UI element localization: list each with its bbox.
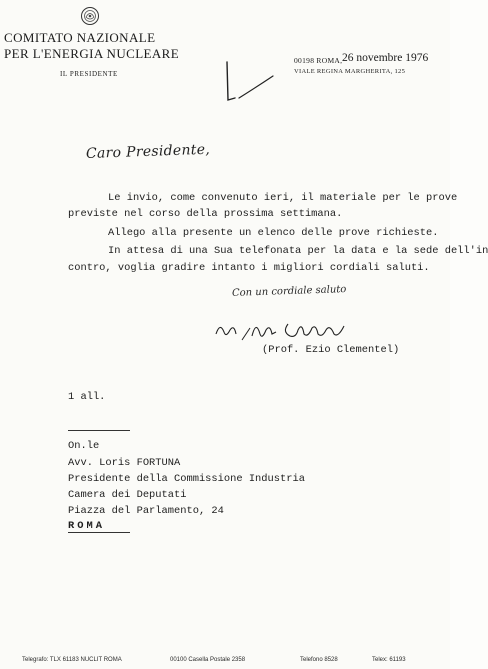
address-city: 00198 ROMA, (294, 56, 343, 65)
body-line-4: In attesa di una Sua telefonata per la data e la sede dell'in (108, 245, 488, 257)
address-street: VIALE REGINA MARGHERITA, 125 (294, 68, 406, 75)
president-label: IL PRESIDENTE (60, 70, 118, 78)
typed-signatory: (Prof. Ezio Clementel) (262, 344, 400, 356)
handwritten-check-mark (215, 60, 275, 110)
letter-date: 26 novembre 1976 (342, 52, 429, 64)
addressee-role: Presidente della Commissione Industria (68, 473, 305, 485)
org-name-line1: COMITATO NAZIONALE (4, 30, 156, 45)
addressee-institution: Camera dei Deputati (68, 489, 187, 501)
footer-telegrafo: Telegrafo: TLX 61183 NUCLIT ROMA (22, 657, 122, 663)
body-line-5: contro, voglia gradire intanto i migliori cordiali saluti. (68, 262, 430, 274)
handwritten-closing: Con un cordiale saluto (231, 284, 347, 299)
body-line-3: Allego alla presente un elenco delle prove richieste. (108, 227, 439, 239)
salutation: Caro Presidente, (85, 141, 211, 162)
addressee-name: Avv. Loris FORTUNA (68, 457, 181, 469)
handwritten-signature (212, 312, 352, 346)
addressee-title: On.le (68, 440, 100, 452)
footer-telefono: Telefono 8528 (300, 657, 338, 663)
footer-casella: 00100 Casella Postale 2358 (170, 657, 246, 663)
crest-emblem-icon (80, 6, 100, 26)
divider-rule (68, 430, 130, 431)
addressee-city: ROMA (68, 520, 105, 532)
addressee-street: Piazza del Parlamento, 24 (68, 505, 224, 517)
footer-telex: Telex: 61193 (372, 657, 406, 663)
city-underline (68, 532, 130, 533)
body-line-2: previste nel corso della prossima settimana. (68, 208, 343, 220)
body-line-1: Le invio, come convenuto ieri, il materiale per le prove (108, 192, 458, 204)
org-name-line2: PER L'ENERGIA NUCLEARE (4, 46, 180, 61)
enclosure-note: 1 all. (68, 391, 106, 403)
